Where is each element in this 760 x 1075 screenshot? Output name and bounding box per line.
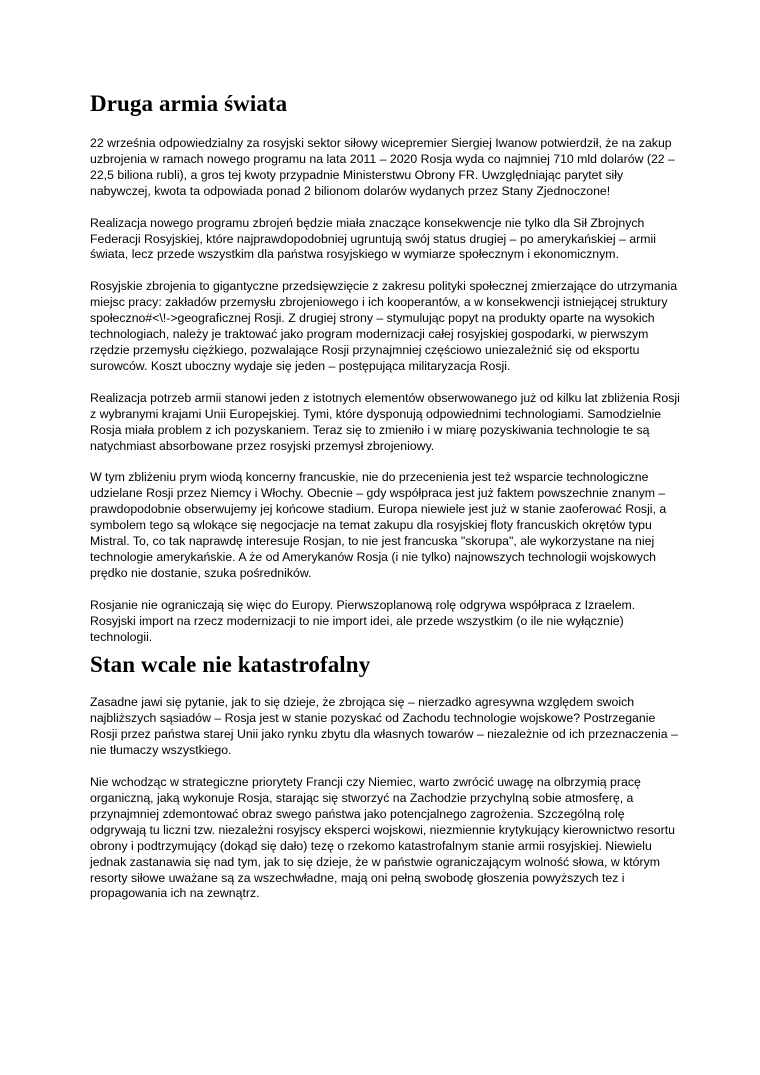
paragraph: Rosjanie nie ograniczają się więc do Europy. Pierwszoplanową rolę odgrywa współpraca z Izraelem. Rosyjski import na rzecz modernizacji to nie import idei, ale przede wszystkim (o ile nie wyłącznie) technologii. bbox=[90, 597, 636, 644]
section-heading: Druga armia świata bbox=[90, 91, 288, 116]
paragraph: 22 września odpowiedzialny za rosyjski sektor siłowy wicepremier Siergiej Iwanow potwierdził, że na zakup uzbrojenia w ramach nowego programu na lata 2011 – 2020 Rosja wyda co najmniej 710 mld dolarów (22 – 22,5 biliona rubli), a gros tej kwoty przypadnie Ministerstwu Obrony FR. Uwzględniając parytet siły nabywczej, kwota ta odpowiada ponad 2 bilionom dolarów wydanych przez Stany Zjednoczone! bbox=[90, 136, 675, 198]
paragraph: Zasadne jawi się pytanie, jak to się dzieje, że zbrojąca się – nierzadko agresywna względem swoich najbliższych sąsiadów – Rosja jest w stanie pozyskać od Zachodu technologie wojskowe? Postrzeganie Rosji przez państwa starej Unii jako rynku zbytu dla własnych towarów – niezależnie od ich przeznaczenia – nie tłumaczy wszystkiego. bbox=[90, 695, 678, 758]
paragraph: W tym zbliżeniu prym wiodą koncerny francuskie, nie do przecenienia jest też wsparcie technologiczne udzielane Rosji przez Niemcy i Włochy. Obecnie – gdy współpraca jest już faktem powszechnie znanym – prawdopodobnie obserwujemy jej końcowe stadium. Europa niewiele jest już w stanie zaoferować Rosji, a symbolem tego są wlokące się negocjacje na temat zakupu dla rosyjskiej floty francuskich okrętów typu Mistral. To, co tak naprawdę interesuje Rosjan, to nie jest francuska "skorupa", ale wykorzystane na niej technologie amerykańskie. A że od Amerykanów Rosja (i nie tylko) najnowszych technologii wojskowych prędko nie dostanie, szuka pośredników. bbox=[90, 470, 667, 580]
document-page bbox=[90, 90, 680, 918]
paragraph: Rosyjskie zbrojenia to gigantyczne przedsięwzięcie z zakresu polityki społecznej zmierzające do utrzymania miejsc pracy: zakładów przemysłu zbrojeniowego i ich kooperantów, a w konsekwencji istniejącej struktury społeczno#<\!->geograficznej Rosji. Z drugiej strony – stymulując popyt na produkty oparte na wysokich technologiach, należy je traktować jako program modernizacji całej rosyjskiej gospodarki, w pierwszym rzędzie przemysłu ciężkiego, pozwalające Rosji przynajmniej częściowo uniezależnić się od eksportu surowców. Koszt uboczny wydaje się jeden – postępująca militaryzacja Rosji. bbox=[90, 279, 678, 373]
section-heading: Stan wcale nie katastrofalny bbox=[90, 652, 371, 678]
paragraph: Realizacja potrzeb armii stanowi jeden z istotnych elementów obserwowanego już od kilku lat zbliżenia Rosji z wybranymi krajami Unii Europejskiej. Tymi, które dysponują odpowiednimi technologiami. Samodzielnie Rosja miała problem z ich pozyskaniem. Teraz się to zmieniło i w miarę pozyskiwania technologie te są natychmiast absorbowane przez rosyjski przemysł zbrojeniowy. bbox=[90, 390, 680, 453]
paragraph: Realizacja nowego programu zbrojeń będzie miała znaczące konsekwencje nie tylko dla Sił Zbrojnych Federacji Rosyjskiej, które najprawdopodobniej ugruntują swój status drugiej – po amerykańskiej – armii świata, lecz przede wszystkim dla państwa rosyjskiego w wymiarze społecznym i ekonomicznym. bbox=[90, 215, 656, 262]
paragraph: Nie wchodząc w strategiczne priorytety Francji czy Niemiec, warto zwrócić uwagę na olbrzymią pracę organiczną, jaką wykonuje Rosja, starając się stworzyć na Zachodzie przychylną sobie atmosferę, a przynajmniej zdemontować obraz swego państwa jako potencjalnego zagrożenia. Szczególną rolę odgrywają tu liczni tzw. niezależni rosyjscy eksperci wojskowi, niezmiennie krytykujący kierownictwo resortu obrony i podtrzymujący (dokąd się dało) tezę o rzekomo katastrofalnym stanie armii rosyjskiej. Niewielu jednak zastanawia się nad tym, jak to się dzieje, że w państwie ograniczającym wolność słowa, w którym resorty siłowe uważane są za wszechwładne, mają oni pełną swobodę głoszenia powyższych tez i propagowania ich na zewnątrz. bbox=[90, 775, 675, 901]
